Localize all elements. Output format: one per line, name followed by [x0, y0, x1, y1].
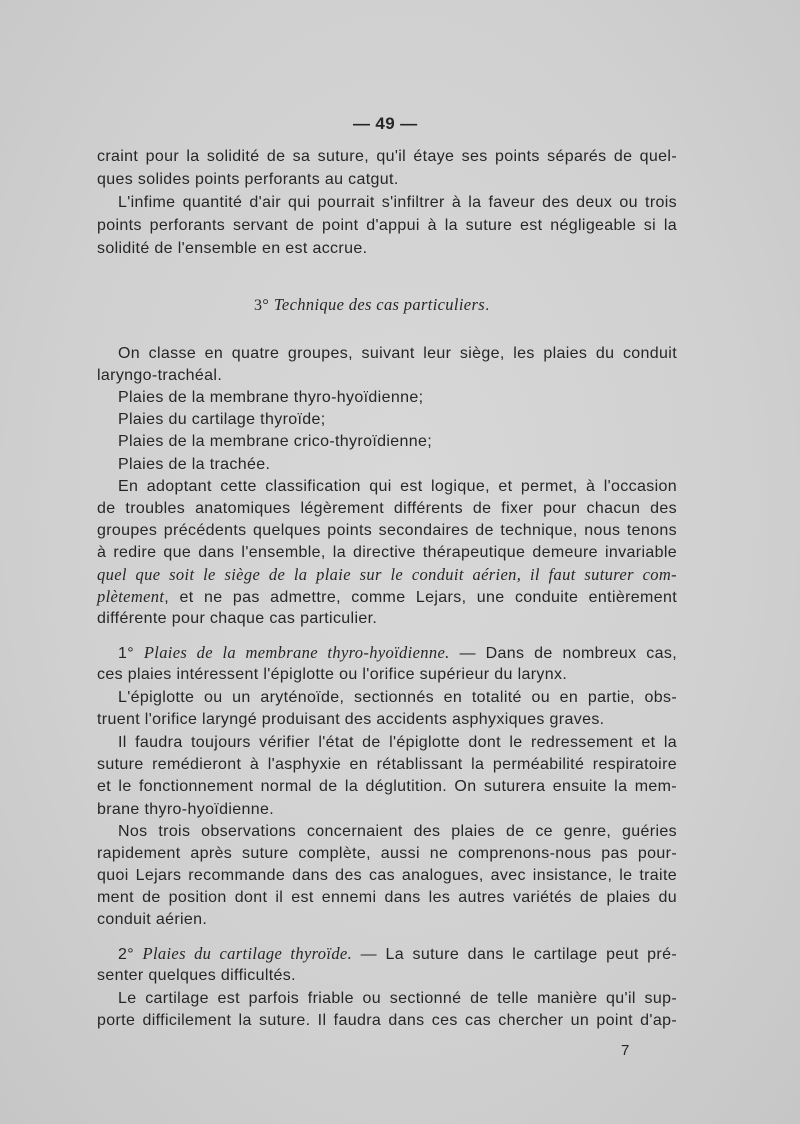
list-item: Plaies du cartilage thyroïde;	[118, 411, 326, 428]
subsection-number: 1°	[118, 645, 134, 662]
italic-word: plètement	[97, 587, 165, 606]
text-line: suture remédieront à l'asphyxie en rétablissant la perméabilité respiratoire	[97, 756, 677, 773]
section-number: 3°	[254, 297, 270, 314]
text-line: et le fonctionnement normal de la déglutition. On suturera ensuite la mem-	[97, 778, 677, 795]
text-line: ces plaies intéressent l'épiglotte ou l'orifice supérieur du larynx.	[97, 666, 568, 683]
text-line: senter quelques difficultés.	[97, 967, 296, 984]
text-line: conduit aérien.	[97, 911, 208, 928]
text-line: points perforants servant de point d'appui à la suture est négligeable si la	[97, 217, 677, 234]
text-line: rapidement après suture complète, aussi ne comprenons-nous pas pour-	[97, 845, 677, 862]
text-line: groupes précédents quelques points secondaires de technique, nous tenons	[97, 522, 677, 539]
text-line: L'épiglotte ou un aryténoïde, sectionnés en totalité ou en partie, obs-	[118, 689, 677, 706]
text-line: brane thyro-hyoïdienne.	[97, 801, 275, 818]
text-line: On classe en quatre groupes, suivant leur siège, les plaies du conduit	[118, 345, 677, 362]
text-line: craint pour la solidité de sa suture, qu'il étaye ses points séparés de quel-	[97, 148, 677, 165]
subsection-heading	[118, 643, 677, 664]
section-heading	[254, 295, 490, 316]
text-run: — Dans de nombreux cas,	[459, 645, 678, 662]
section-title-period: .	[484, 297, 490, 314]
section-title: Technique des cas particuliers	[273, 295, 485, 314]
subsection-title: Plaies du cartilage thyroïde.	[142, 944, 353, 963]
list-item: Plaies de la trachée.	[118, 456, 271, 473]
italic-line: quel que soit le siège de la plaie sur le conduit aérien, il faut suturer com-	[97, 565, 677, 584]
text-line	[97, 587, 677, 608]
text-line: porte difficilement la suture. Il faudra dans ces cas chercher un point d'ap-	[97, 1012, 677, 1029]
subsection-number: 2°	[118, 946, 134, 963]
text-line: différente pour chaque cas particulier.	[97, 610, 378, 627]
text-line: quoi Lejars recommande dans des cas analogues, avec insistance, le traite	[97, 867, 677, 884]
text-line: Il faudra toujours vérifier l'état de l'épiglotte dont le redressement et la	[118, 734, 677, 751]
list-item: Plaies de la membrane thyro-hyoïdienne;	[118, 389, 424, 406]
text-line: L'infime quantité d'air qui pourrait s'infiltrer à la faveur des deux ou trois	[118, 194, 677, 211]
subsection-title: Plaies de la membrane thyro-hyoïdienne.	[143, 643, 450, 662]
text-line: à redire que dans l'ensemble, la directive thérapeutique demeure invariable	[97, 544, 677, 561]
text-run: — La suture dans le cartilage peut pré-	[360, 946, 677, 963]
signature-mark: 7	[621, 1042, 630, 1059]
text-line: En adoptant cette classification qui est logique, et permet, à l'occasion	[118, 478, 677, 495]
text-line: solidité de l'ensemble en est accrue.	[97, 240, 368, 257]
text-line: ques solides points perforants au catgut.	[97, 171, 399, 188]
list-item: Plaies de la membrane crico-thyroïdienne;	[118, 433, 433, 450]
text-line: truent l'orifice laryngé produisant des accidents asphyxiques graves.	[97, 711, 605, 728]
subsection-heading	[118, 944, 677, 965]
text-line: Nos trois observations concernaient des plaies de ce genre, guéries	[118, 823, 677, 840]
text-run: , et ne pas admettre, comme Lejars, une conduite entièrement	[164, 589, 677, 606]
text-line: de troubles anatomiques légèrement différents de fixer pour chacun des	[97, 500, 677, 517]
page-number: — 49 —	[353, 114, 418, 133]
text-line: laryngo-trachéal.	[97, 367, 223, 384]
text-line: Le cartilage est parfois friable ou sectionné de telle manière qu'il sup-	[118, 990, 677, 1007]
text-line: ment de position dont il est ennemi dans les autres variétés de plaies du	[97, 889, 677, 906]
